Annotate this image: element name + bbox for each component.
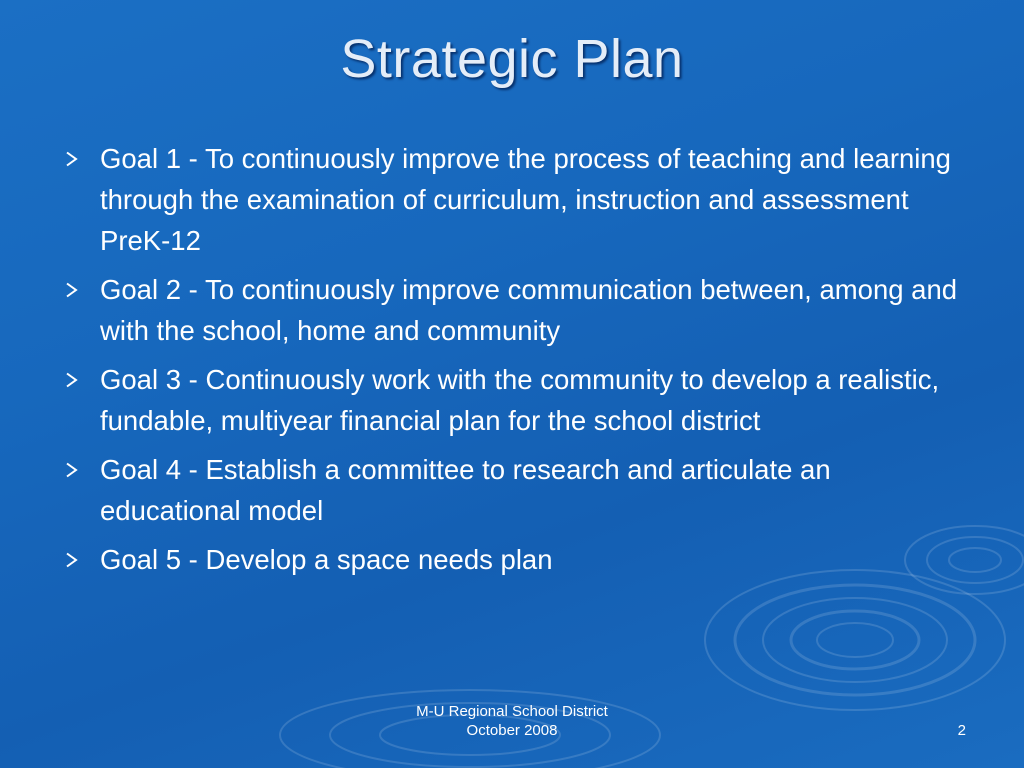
slide-title: Strategic Plan xyxy=(340,29,684,89)
footer-organization: M-U Regional School District xyxy=(416,703,608,720)
goal-text: Goal 5 - Develop a space needs plan xyxy=(100,544,553,575)
goal-item xyxy=(62,359,967,441)
footer xyxy=(0,702,1024,740)
page-number: 2 xyxy=(957,722,966,739)
goal-text: Goal 1 - To continuously improve the process of teaching and learning through the examination of curriculum, instruction and assessment PreK-12 xyxy=(100,143,951,256)
chevron-right-icon xyxy=(64,372,80,388)
goal-item xyxy=(62,138,967,261)
footer-date: October 2008 xyxy=(466,722,558,739)
chevron-right-icon xyxy=(64,151,80,167)
goal-text: Goal 2 - To continuously improve communication between, among and with the school, home and community xyxy=(100,274,958,346)
goal-item xyxy=(62,269,967,351)
chevron-right-icon xyxy=(64,552,80,568)
chevron-right-icon xyxy=(64,282,80,298)
goal-list xyxy=(62,138,967,588)
goal-text: Goal 4 - Establish a committee to research and articulate an educational model xyxy=(100,454,831,526)
goal-text: Goal 3 - Continuously work with the community to develop a realistic, fundable, multiyear financial plan for the school district xyxy=(100,364,940,436)
chevron-right-icon xyxy=(64,462,80,478)
goal-item xyxy=(62,539,967,580)
goal-item xyxy=(62,449,967,531)
